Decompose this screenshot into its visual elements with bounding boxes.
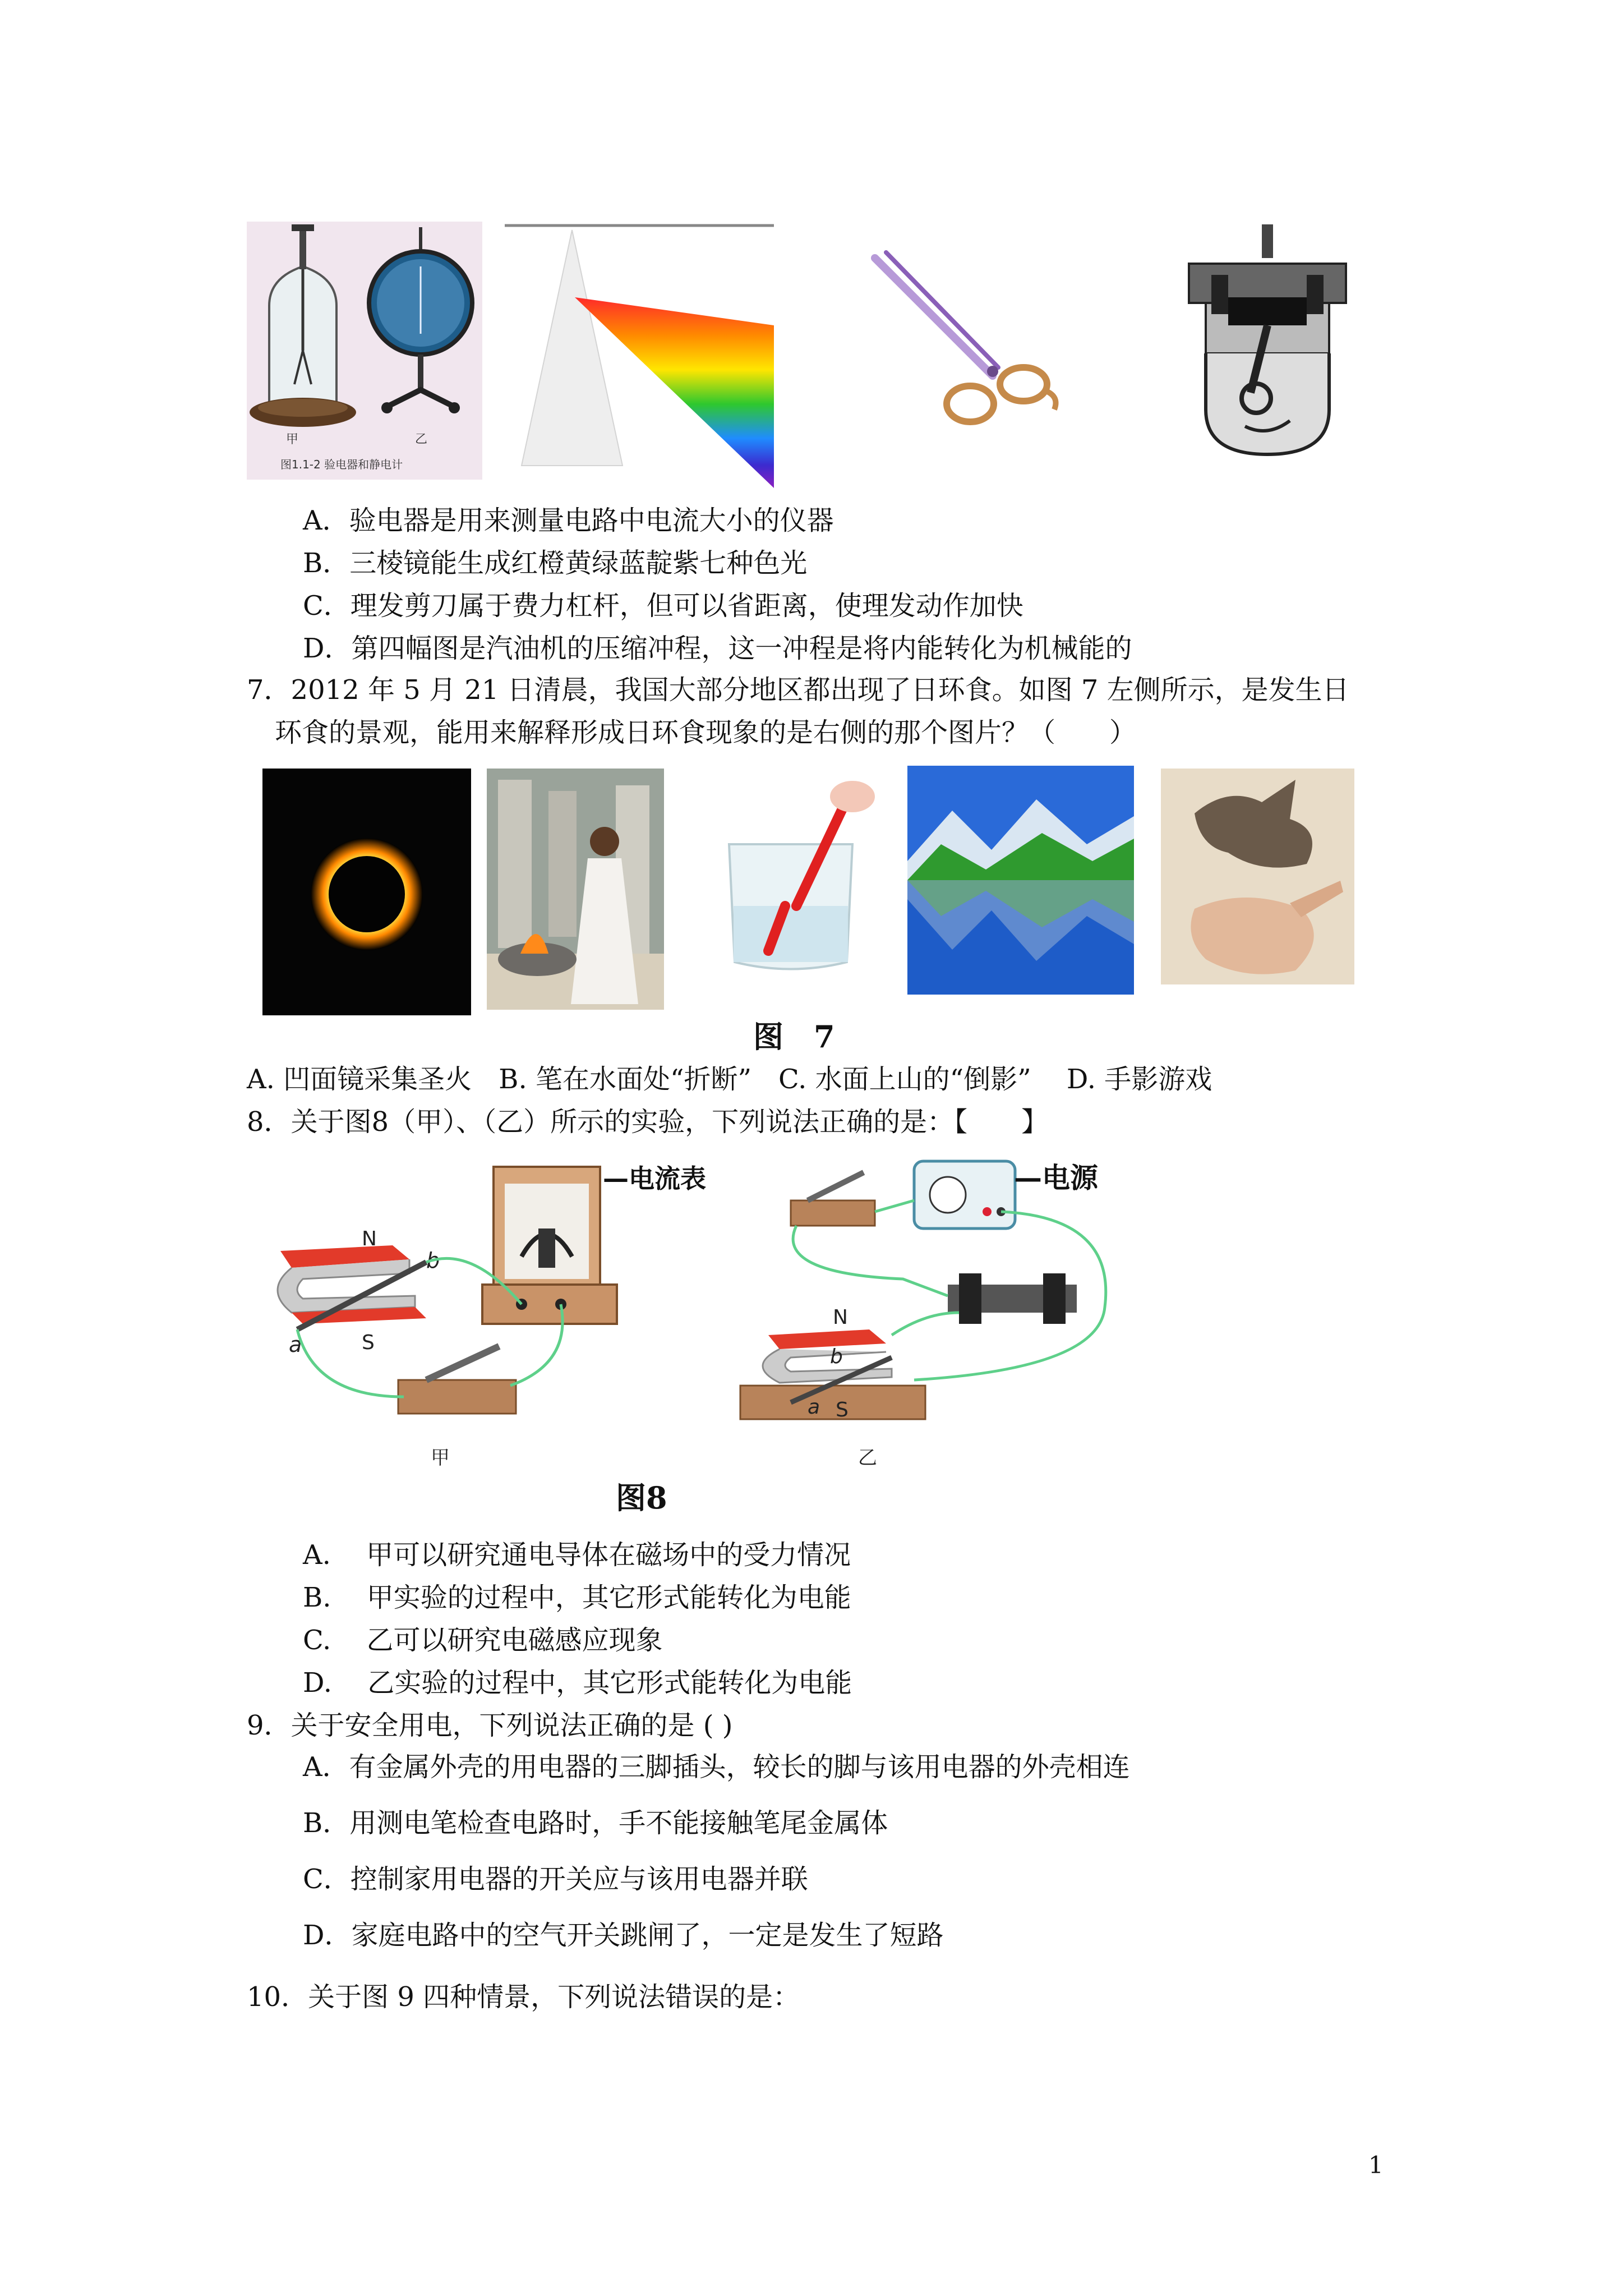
sub-label-jia: 甲 xyxy=(431,1447,450,1469)
mountain-reflection-photo xyxy=(907,766,1134,995)
jia-point-b: b xyxy=(426,1248,440,1273)
prism-dispersion-figure xyxy=(505,219,785,494)
yi-pole-n: N xyxy=(833,1306,848,1329)
jia-pole-n: N xyxy=(362,1227,377,1250)
q9-option-c: C．控制家用电器的开关应与该用电器并联 xyxy=(303,1864,808,1895)
q9-option-d: D．家庭电路中的空气开关跳闸了，一定是发生了短路 xyxy=(303,1920,944,1951)
q8-option-c: C. 乙可以研究电磁感应现象 xyxy=(303,1625,663,1656)
engine-stroke-figure xyxy=(1183,224,1352,460)
q8-stem: 8．关于图8（甲）、（乙）所示的实验，下列说法正确的是：【 】 xyxy=(247,1106,1049,1138)
annular-eclipse-photo xyxy=(262,769,471,1015)
page-number: 1 xyxy=(1368,2151,1384,2179)
figure-8-caption: 图8 xyxy=(616,1480,667,1516)
experiment-yi-figure xyxy=(723,1150,1127,1475)
q9-option-a: A．有金属外壳的用电器的三脚插头，较长的脚与该用电器的外壳相连 xyxy=(303,1751,1130,1783)
q9-option-b: B．用测电笔检查电路时，手不能接触笔尾金属体 xyxy=(303,1807,888,1839)
q6-option-a: A．验电器是用来测量电路中电流大小的仪器 xyxy=(303,505,834,536)
experiment-jia-figure xyxy=(258,1161,763,1475)
photo-caption: 图1.1-2 验电器和静电计 xyxy=(280,458,403,471)
q7-stem-line2: 环食的景观，能用来解释形成日环食现象的是右侧的那个图片？（ ） xyxy=(275,717,1137,748)
label-ammeter: —电流表 xyxy=(603,1163,706,1194)
q9-stem: 9．关于安全用电，下列说法正确的是 ( ) xyxy=(247,1710,733,1741)
sub-label-yi: 乙 xyxy=(858,1447,877,1469)
q6-option-c: C．理发剪刀属于费力杠杆，但可以省距离，使理发动作加快 xyxy=(303,590,1023,622)
electroscope-figure xyxy=(247,222,482,480)
q6-option-d: D．第四幅图是汽油机的压缩冲程，这一冲程是将内能转化为机械能的 xyxy=(303,633,1132,664)
jia-pole-s: S xyxy=(362,1331,375,1354)
label-power-supply: —电源 xyxy=(1014,1162,1098,1194)
q6-option-b: B．三棱镜能生成红橙黄绿蓝靛紫七种色光 xyxy=(303,547,808,579)
q10-stem: 10．关于图 9 四种情景，下列说法错误的是： xyxy=(247,1981,800,2013)
q7-options: A. 凹面镜采集圣火 B. 笔在水面处“折断” C. 水面上山的“倒影” D. 手影游戏 xyxy=(247,1064,1212,1095)
yi-pole-s: S xyxy=(836,1398,849,1421)
yi-point-b: b xyxy=(830,1345,843,1368)
label-yi: 乙 xyxy=(415,432,428,447)
yi-point-a: a xyxy=(808,1396,820,1419)
q8-option-b: B. 甲实验的过程中，其它形式能转化为电能 xyxy=(303,1582,851,1613)
q7-stem-line1: 7．2012 年 5 月 21 日清晨，我国大部分地区都出现了日环食。如图 7 左侧所示，是发生日 xyxy=(247,674,1349,706)
label-jia: 甲 xyxy=(286,432,299,447)
jia-point-a: a xyxy=(289,1332,302,1357)
hand-shadow-photo xyxy=(1161,769,1354,984)
pen-in-water-photo xyxy=(690,766,892,979)
q8-option-a: A. 甲可以研究通电导体在磁场中的受力情况 xyxy=(303,1539,851,1571)
figure-7-caption: 图 7 xyxy=(753,1019,835,1055)
q8-option-d: D. 乙实验的过程中，其它形式能转化为电能 xyxy=(303,1667,852,1699)
olympic-flame-photo xyxy=(487,769,664,1010)
scissors-figure xyxy=(864,247,1066,438)
